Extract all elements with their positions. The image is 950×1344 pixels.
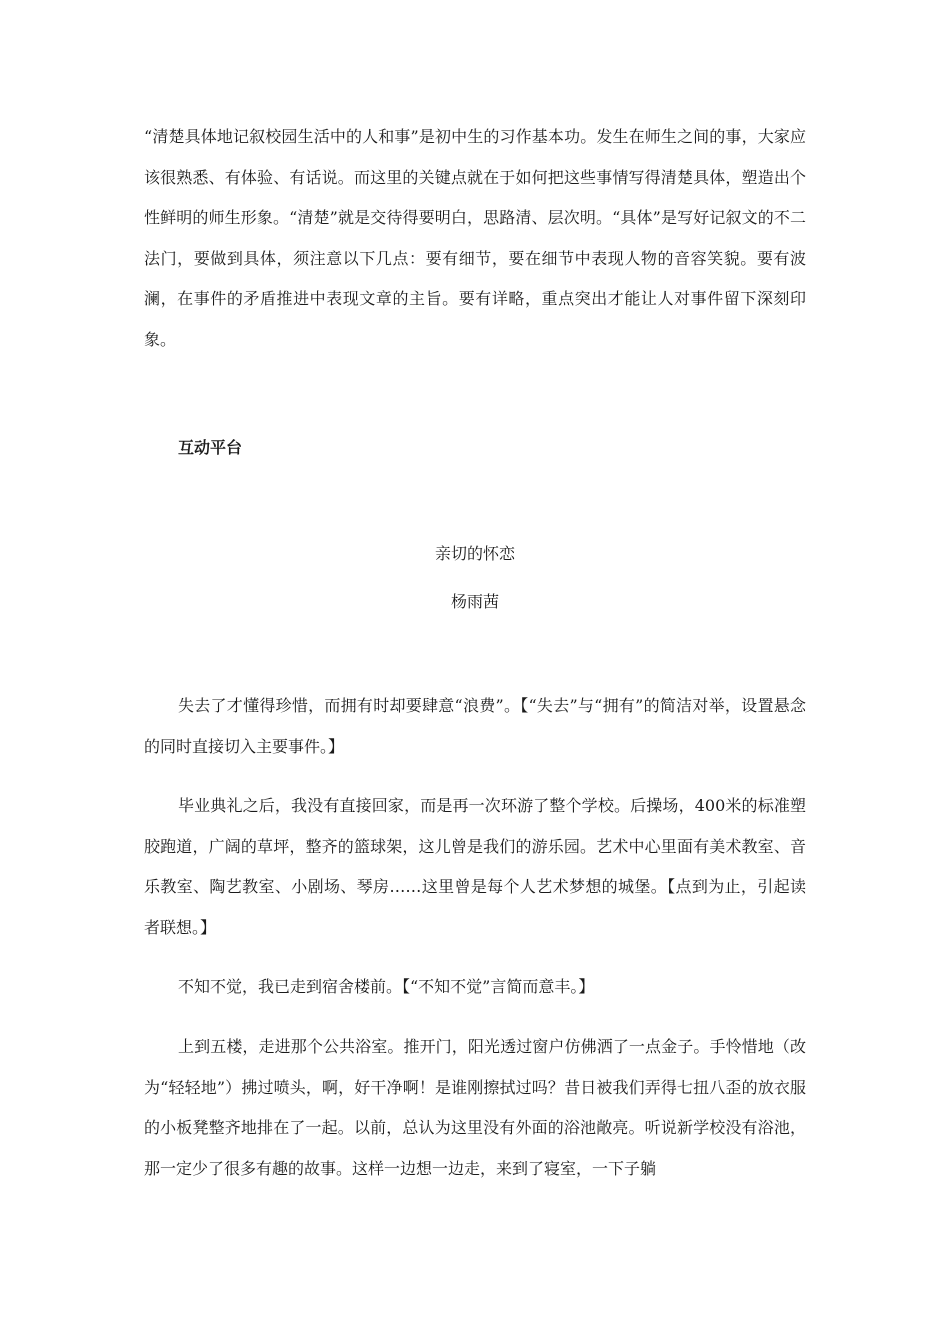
essay-paragraph-2: 毕业典礼之后，我没有直接回家，而是再一次环游了整个学校。后操场，400米的标准塑胶跑道，广阔的草坪，整齐的篮球架，这儿曾是我们的游乐园。艺术中心里面有美术教室、音乐教室、陶艺教室、小剧场、琴房……这里曾是每个人艺术梦想的城堡。【点到为止，引起读者联想。】 xyxy=(144,796,806,937)
essay-author: 杨雨茜 xyxy=(450,592,499,611)
essay-paragraph-4: 上到五楼，走进那个公共浴室。推开门，阳光透过窗户仿佛洒了一点金子。手怜惜地（改为“轻轻地”）拂过喷头，啊，好干净啊！是谁刚擦拭过吗？昔日被我们弄得七扭八歪的放衣服的小板凳整齐地排在了一起。以前，总认为这里没有外面的浴池敞亮。听说新学校没有浴池，那一定少了很多有趣的故事。这样一边想一边走，来到了寝室，一下子躺 xyxy=(144,1037,806,1178)
essay-paragraph-3: 不知不觉，我已走到宿舍楼前。【“不知不觉”言简而意丰。】 xyxy=(178,977,595,996)
essay-paragraph-1: 失去了才懂得珍惜，而拥有时却要肆意“浪费”。【“失去”与“拥有”的简洁对举，设置悬念的同时直接切入主要事件。】 xyxy=(144,696,806,756)
essay-title: 亲切的怀恋 xyxy=(434,544,515,563)
section-heading: 互动平台 xyxy=(178,438,243,457)
intro-paragraph: “清楚具体地记叙校园生活中的人和事”是初中生的习作基本功。发生在师生之间的事，大家应该很熟悉、有体验、有话说。而这里的关键点就在于如何把这些事情写得清楚具体，塑造出个性鲜明的师生形象。“清楚”就是交待得要明白，思路清、层次明。“具体”是写好记叙文的不二法门，要做到具体，须注意以下几点：要有细节，要在细节中表现人物的音容笑貌。要有波澜，在事件的矛盾推进中表现文章的主旨。要有详略，重点突出才能让人对事件留下深刻印象。 xyxy=(144,127,806,349)
